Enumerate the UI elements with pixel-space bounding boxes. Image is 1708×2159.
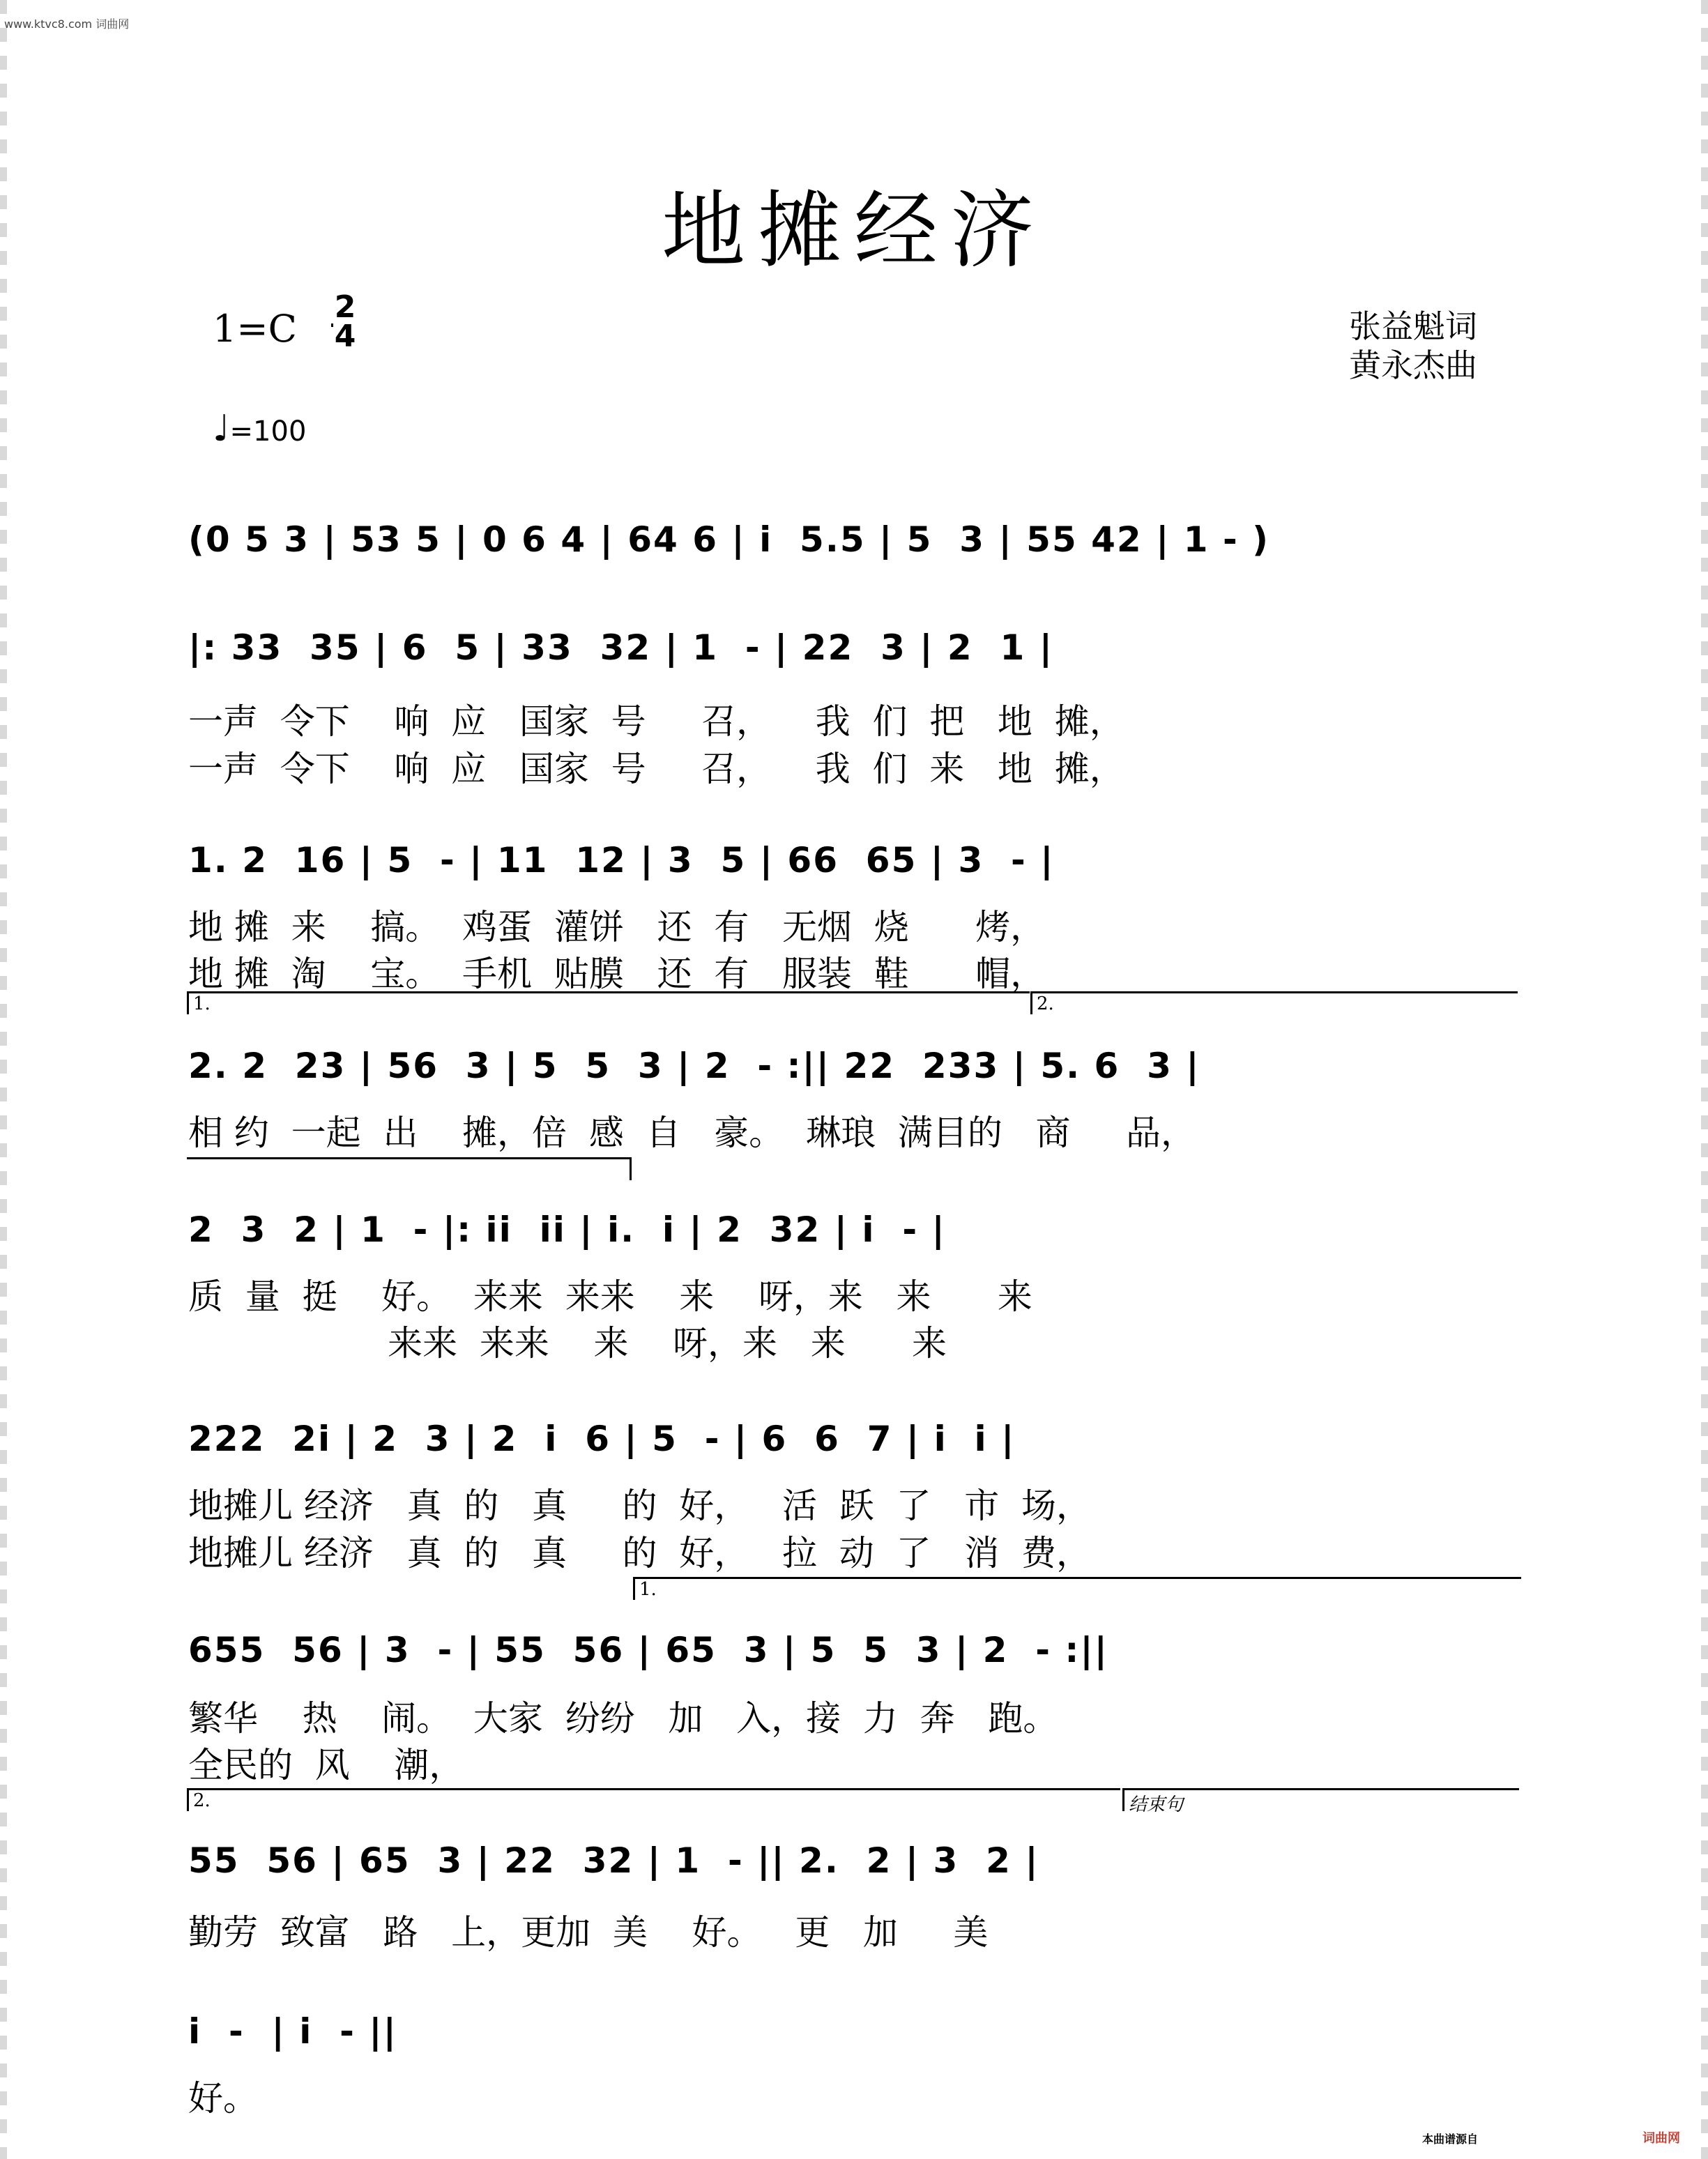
tempo-text: =100: [229, 415, 307, 448]
notation-row-7: 55 56 | 65 3 | 22 32 | 1 - || 2. 2 | 3 2 |: [188, 1840, 1039, 1881]
coda-label: 结束句: [1129, 1794, 1184, 1815]
coda-bracket: [1122, 1788, 1519, 1815]
lyrics-row-2-verse-2: 地 摊 淘 宝。 手机 贴膜 还 有 服装 鞋 帽，: [188, 954, 1046, 994]
second-ending-label-2: 2.: [193, 1790, 211, 1811]
time-signature: [331, 289, 359, 354]
first-ending-bracket-2: [633, 1577, 1521, 1600]
first-ending-label: 1.: [193, 993, 211, 1014]
lyrics-row-3: 相 约 一起 出 摊，倍 感 自 豪。 琳琅 满目的 商 品，: [188, 1113, 1196, 1153]
left-border-strip: [0, 0, 7, 2159]
lyrics-row-6-verse-2: 全民的 风 潮，: [188, 1745, 464, 1785]
lyrics-row-2-verse-1: 地 摊 来 搞。 鸡蛋 灌饼 还 有 无烟 烧 烤，: [188, 907, 1046, 947]
key-text: 1=C: [213, 307, 297, 351]
lyrics-row-4-verse-1: 质 量 挺 好。 来来 来来 来 呀，来 来 来: [188, 1276, 1032, 1317]
notation-row-3: 2. 2 23 | 56 3 | 5 5 3 | 2 - :|| 22 233 | 5. 6 3 |: [188, 1046, 1200, 1086]
right-border-strip: [1701, 0, 1708, 2159]
notation-row-2: 1. 2 16 | 5 - | 11 12 | 3 5 | 66 65 | 3 - |: [188, 840, 1055, 880]
lyricist: 张益魁词: [1349, 307, 1477, 345]
notation-row-8: i - | i - ||: [188, 2011, 397, 2052]
notation-row-4: 2 3 2 | 1 - |: ii ii | i. i | 2 32 | i - |: [188, 1210, 946, 1250]
second-ending-close-bracket: [187, 1157, 632, 1180]
meter-divider: [331, 323, 333, 327]
second-ending-label: 2.: [1037, 993, 1054, 1014]
footer-source-text: 本曲谱源自: [1421, 2133, 1478, 2146]
song-title: 地摊经济: [662, 183, 1046, 280]
lyrics-row-5-verse-2: 地摊儿 经济 真 的 真 的 好， 拉 动 了 消 费，: [188, 1533, 1092, 1573]
notation-row-6: 655 56 | 3 - | 55 56 | 65 3 | 5 5 3 | 2 - :||: [188, 1630, 1108, 1670]
lyrics-row-7: 勤劳 致富 路 上，更加 美 好。 更 加 美: [188, 1912, 989, 1953]
quarter-note-icon: ♩: [213, 408, 230, 450]
lyrics-row-1-verse-2: 一声 令下 响 应 国家 号 召， 我 们 来 地 摊，: [188, 749, 1124, 789]
lyrics-row-4-verse-2: 来来 来来 来 呀，来 来 来: [188, 1323, 947, 1364]
key-signature: [213, 307, 297, 351]
second-ending-bracket-2: [187, 1788, 1120, 1811]
lyrics-row-5-verse-1: 地摊儿 经济 真 的 真 的 好， 活 跃 了 市 场，: [188, 1486, 1092, 1526]
credits: [1349, 307, 1477, 385]
meter-top: 2: [334, 289, 356, 325]
notation-row-5: 222 2i | 2 3 | 2 i 6 | 5 - | 6 6 7 | i i |: [188, 1419, 1016, 1459]
notation-row-1: |: 33 35 | 6 5 | 33 32 | 1 - | 22 3 | 2 1 |: [188, 627, 1053, 668]
notation-row-intro: (0 5 3 | 53 5 | 0 6 4 | 64 6 | i 5.5 | 5 3 | 55 42 | 1 - ): [188, 519, 1270, 560]
lyrics-row-8: 好。: [188, 2078, 258, 2119]
site-url: www.ktvc8.com 词曲网: [4, 17, 130, 31]
first-ending-label-2: 1.: [639, 1579, 657, 1600]
meter-bottom: 4: [334, 319, 356, 354]
second-ending-bracket: [1030, 991, 1518, 1014]
first-ending-bracket: [187, 991, 1030, 1014]
composer: 黄永杰曲: [1349, 346, 1477, 384]
footer-site-logo: 词曲网: [1642, 2131, 1680, 2146]
lyrics-row-1-verse-1: 一声 令下 响 应 国家 号 召， 我 们 把 地 摊，: [188, 701, 1124, 742]
tempo-marking: [213, 408, 306, 450]
lyrics-row-6-verse-1: 繁华 热 闹。 大家 纷纷 加 入，接 力 奔 跑。: [188, 1698, 1058, 1739]
